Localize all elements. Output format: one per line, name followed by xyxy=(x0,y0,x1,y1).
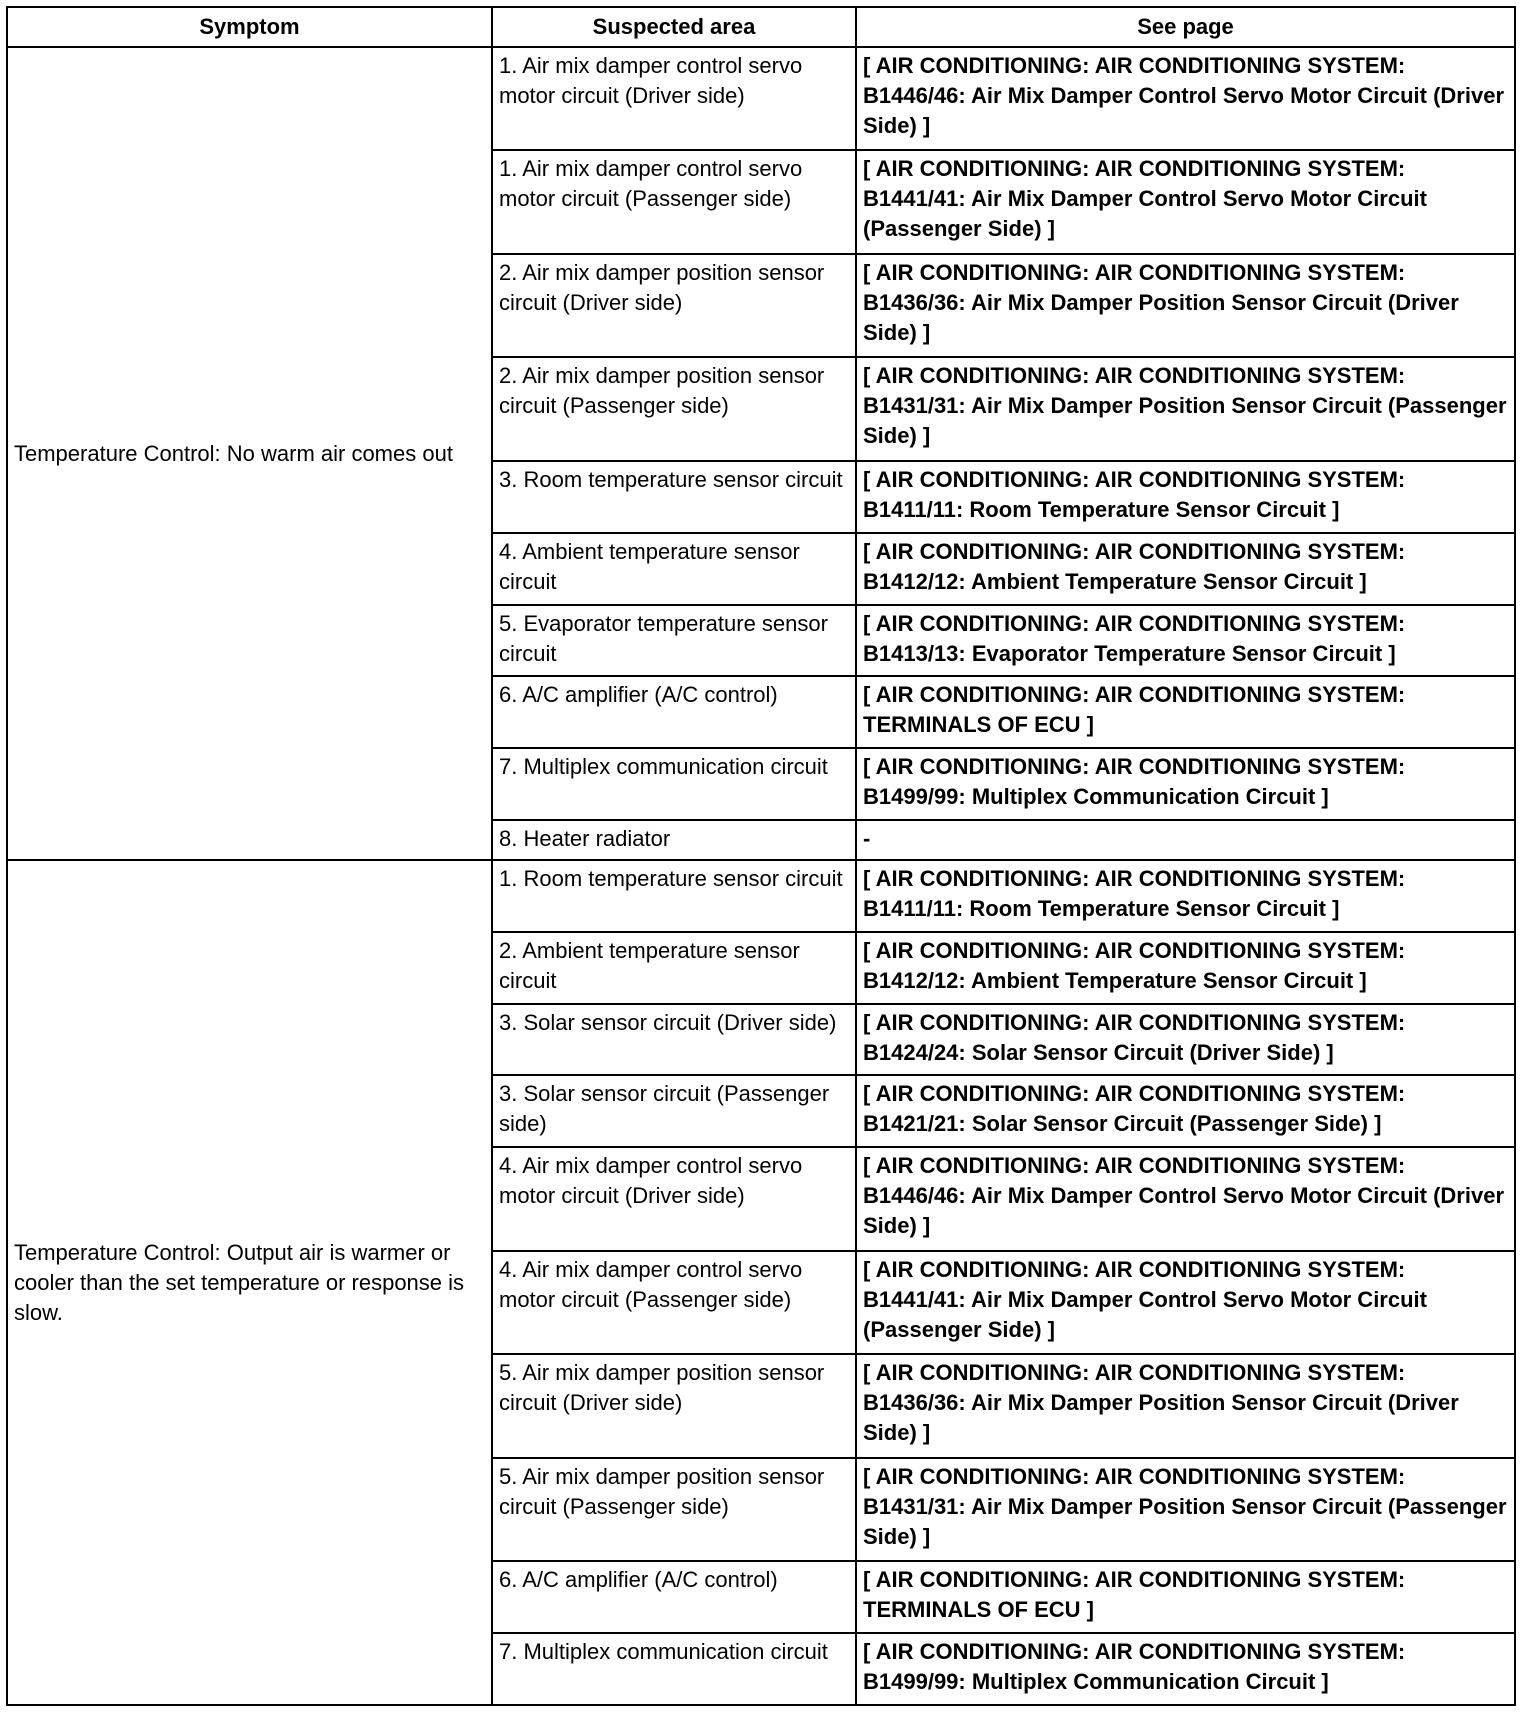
see-page-cell: [ AIR CONDITIONING: AIR CONDITIONING SYSTEM: B1441/41: Air Mix Damper Control Servo Motor Circuit (Passenger Side) ] xyxy=(856,150,1515,253)
table-body xyxy=(7,47,1515,1705)
suspected-area-cell: 5. Evaporator temperature sensor circuit xyxy=(492,605,856,677)
see-page-cell: [ AIR CONDITIONING: AIR CONDITIONING SYSTEM: B1411/11: Room Temperature Sensor Circuit ] xyxy=(856,860,1515,932)
suspected-area-cell: 6. A/C amplifier (A/C control) xyxy=(492,676,856,748)
see-page-cell: [ AIR CONDITIONING: AIR CONDITIONING SYSTEM: B1412/12: Ambient Temperature Sensor Circuit ] xyxy=(856,932,1515,1004)
see-page-cell: [ AIR CONDITIONING: AIR CONDITIONING SYSTEM: B1413/13: Evaporator Temperature Sensor Circuit ] xyxy=(856,605,1515,677)
see-page-cell: [ AIR CONDITIONING: AIR CONDITIONING SYSTEM: B1431/31: Air Mix Damper Position Sensor Circuit (Passenger Side) ] xyxy=(856,357,1515,460)
diagnosis-table xyxy=(6,6,1516,1706)
see-page-cell: [ AIR CONDITIONING: AIR CONDITIONING SYSTEM: B1446/46: Air Mix Damper Control Servo Motor Circuit (Driver Side) ] xyxy=(856,47,1515,150)
see-page-cell: [ AIR CONDITIONING: AIR CONDITIONING SYSTEM: B1499/99: Multiplex Communication Circuit ] xyxy=(856,748,1515,820)
suspected-area-cell: 4. Air mix damper control servo motor circuit (Passenger side) xyxy=(492,1251,856,1354)
see-page-cell: - xyxy=(856,820,1515,860)
see-page-cell: [ AIR CONDITIONING: AIR CONDITIONING SYSTEM: B1446/46: Air Mix Damper Control Servo Motor Circuit (Driver Side) ] xyxy=(856,1147,1515,1250)
symptom-cell: Temperature Control: Output air is warmer or cooler than the set temperature or response is slow. xyxy=(7,860,492,1705)
suspected-area-cell: 5. Air mix damper position sensor circuit (Passenger side) xyxy=(492,1458,856,1561)
table-row xyxy=(7,860,1515,932)
suspected-area-cell: 4. Air mix damper control servo motor circuit (Driver side) xyxy=(492,1147,856,1250)
suspected-area-cell: 2. Air mix damper position sensor circuit (Passenger side) xyxy=(492,357,856,460)
suspected-area-cell: 5. Air mix damper position sensor circuit (Driver side) xyxy=(492,1354,856,1457)
suspected-area-cell: 3. Solar sensor circuit (Passenger side) xyxy=(492,1075,856,1147)
see-page-cell: [ AIR CONDITIONING: AIR CONDITIONING SYSTEM: B1436/36: Air Mix Damper Position Sensor Circuit (Driver Side) ] xyxy=(856,1354,1515,1457)
suspected-area-cell: 3. Solar sensor circuit (Driver side) xyxy=(492,1004,856,1076)
suspected-area-cell: 4. Ambient temperature sensor circuit xyxy=(492,533,856,605)
header-row xyxy=(7,7,1515,47)
suspected-area-cell: 7. Multiplex communication circuit xyxy=(492,748,856,820)
header-see-page: See page xyxy=(856,7,1515,47)
suspected-area-cell: 1. Air mix damper control servo motor circuit (Driver side) xyxy=(492,47,856,150)
see-page-cell: [ AIR CONDITIONING: AIR CONDITIONING SYSTEM: B1411/11: Room Temperature Sensor Circuit ] xyxy=(856,461,1515,533)
see-page-cell: [ AIR CONDITIONING: AIR CONDITIONING SYSTEM: B1499/99: Multiplex Communication Circuit ] xyxy=(856,1633,1515,1705)
see-page-cell: [ AIR CONDITIONING: AIR CONDITIONING SYSTEM: B1431/31: Air Mix Damper Position Sensor Circuit (Passenger Side) ] xyxy=(856,1458,1515,1561)
suspected-area-cell: 2. Ambient temperature sensor circuit xyxy=(492,932,856,1004)
see-page-cell: [ AIR CONDITIONING: AIR CONDITIONING SYSTEM: B1421/21: Solar Sensor Circuit (Passenger Side) ] xyxy=(856,1075,1515,1147)
see-page-cell: [ AIR CONDITIONING: AIR CONDITIONING SYSTEM: B1424/24: Solar Sensor Circuit (Driver Side) ] xyxy=(856,1004,1515,1076)
suspected-area-cell: 1. Room temperature sensor circuit xyxy=(492,860,856,932)
table-row xyxy=(7,47,1515,150)
header-symptom: Symptom xyxy=(7,7,492,47)
see-page-cell: [ AIR CONDITIONING: AIR CONDITIONING SYSTEM: B1441/41: Air Mix Damper Control Servo Motor Circuit (Passenger Side) ] xyxy=(856,1251,1515,1354)
suspected-area-cell: 7. Multiplex communication circuit xyxy=(492,1633,856,1705)
see-page-cell: [ AIR CONDITIONING: AIR CONDITIONING SYSTEM: TERMINALS OF ECU ] xyxy=(856,1561,1515,1633)
see-page-cell: [ AIR CONDITIONING: AIR CONDITIONING SYSTEM: B1436/36: Air Mix Damper Position Sensor Circuit (Driver Side) ] xyxy=(856,254,1515,357)
header-suspected-area: Suspected area xyxy=(492,7,856,47)
suspected-area-cell: 2. Air mix damper position sensor circuit (Driver side) xyxy=(492,254,856,357)
suspected-area-cell: 1. Air mix damper control servo motor circuit (Passenger side) xyxy=(492,150,856,253)
suspected-area-cell: 6. A/C amplifier (A/C control) xyxy=(492,1561,856,1633)
see-page-cell: [ AIR CONDITIONING: AIR CONDITIONING SYSTEM: TERMINALS OF ECU ] xyxy=(856,676,1515,748)
suspected-area-cell: 3. Room temperature sensor circuit xyxy=(492,461,856,533)
suspected-area-cell: 8. Heater radiator xyxy=(492,820,856,860)
see-page-cell: [ AIR CONDITIONING: AIR CONDITIONING SYSTEM: B1412/12: Ambient Temperature Sensor Circuit ] xyxy=(856,533,1515,605)
symptom-cell: Temperature Control: No warm air comes out xyxy=(7,47,492,860)
